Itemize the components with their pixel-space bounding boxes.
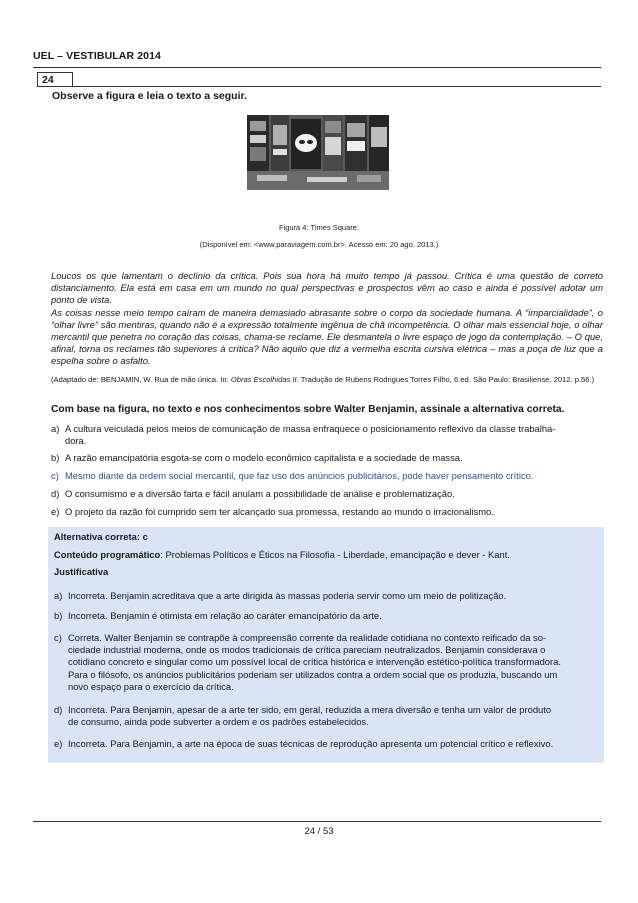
justification-d xyxy=(54,704,598,728)
option-a xyxy=(51,423,607,447)
correct-answer: Alternativa correta: c xyxy=(54,531,148,542)
question-prompt: Com base na figura, no texto e nos conhecimentos sobre Walter Benjamin, assinale a alternativa correta. xyxy=(51,404,565,415)
justification-text-cont: Para o filósofo, os anúncios publicitários poderiam ser utilizados contra a ordem social que os produzia, buscando um xyxy=(68,668,558,680)
justification-c xyxy=(54,632,598,693)
justification-a xyxy=(54,590,598,602)
quoted-paragraph: Loucos os que lamentam o declínio da crítica. Pois sua hora há muito tempo já passou. Crítica é uma questão de correto distanciamento. Ela está em casa em um mundo no qual perspectivas e prospectos vêm ao caso e ainda é possível adotar um ponto de vista. xyxy=(51,270,603,306)
option-key: a) xyxy=(51,423,60,434)
page-number: 24 / 53 xyxy=(304,826,334,837)
option-text: O consumismo e a diversão farta e fácil anulam a possibilidade de análise e problematização. xyxy=(65,488,455,499)
header-rule xyxy=(33,67,601,68)
justification-key: b) xyxy=(54,610,63,621)
justification-text-cont: novo espaço para o exercício da crítica. xyxy=(68,680,234,692)
quoted-paragraph: As coisas nesse meio tempo caíram de maneira demasiado abrasante sobre o corpo da sociedade humana. A “imparcialidade”, o “olhar livre” são mentiras, quando não é a expressão totalmente ingênua de chã incompetência. O olhar mais essencial hoje, o olhar mercantil que penetra no coração das coisas, chama-se reclame. Ele desmantela o livre espaço de jogo da contemplação. – O que, afinal, torna os reclames tão superiores à crítica? Não aquilo que diz a vermelha escrita cursiva elétrica – mas a poça de luz que a espelha sobre o asfalto. xyxy=(51,306,603,367)
figure-caption: Figura 4: Times Square. xyxy=(278,223,360,232)
option-key: c) xyxy=(51,470,59,481)
option-e xyxy=(51,506,607,518)
justification-text: Incorreta. Benjamin acreditava que a arte dirigida às massas poderia servir como um meio de politização. xyxy=(68,590,507,601)
option-c xyxy=(51,470,607,482)
justification-e xyxy=(54,738,598,750)
question-rule xyxy=(73,86,601,87)
justification-text-cont: de consumo, ainda pode subverter a ordem e os padrões estabelecidos. xyxy=(68,716,369,728)
justification-key: a) xyxy=(54,590,63,601)
justification-text: Incorreta. Benjamin é otimista em relação ao caráter emancipatório da arte. xyxy=(68,610,382,621)
source-suffix: Tradução de Rubens Rodrigues Torres Filho, 6.ed. São Paulo: Brasiliense, 2012. p.56.) xyxy=(300,375,595,384)
source-prefix: (Adaptado de: BENJAMIN, W. Rua de mão única. In: xyxy=(51,375,229,384)
answer-box xyxy=(48,527,604,763)
quoted-text xyxy=(51,270,603,368)
footer-rule xyxy=(33,821,601,822)
option-key: d) xyxy=(51,488,60,499)
option-text: O projeto da razão foi cumprido sem ter alcançado sua promessa, restando ao mundo o irracionalismo. xyxy=(65,506,494,517)
justification-key: d) xyxy=(54,704,63,715)
times-square-photo xyxy=(247,115,389,190)
text-source xyxy=(51,374,603,386)
justification-text: Correta. Walter Benjamin se contrapõe à compreensão corrente da realidade cotidiana no contexto reificado da so- xyxy=(68,632,547,643)
program-content-label: Conteúdo programático xyxy=(54,549,161,560)
option-d xyxy=(51,488,607,500)
justification-key: c) xyxy=(54,632,62,643)
justification-heading: Justificativa xyxy=(54,566,109,577)
justification-text-cont: cotidiano concreto e singular como um possível local de crítica histórica e intervenção estético-política transformadora. xyxy=(68,656,561,668)
justification-text: Incorreta. Para Benjamin, apesar de a arte ter sido, em geral, reduzida a mera diversão e tenha um valor de produto xyxy=(68,704,552,715)
justification-text-cont: ciedade industrial moderna, onde os modos tradicionais de crítica pareciam neutralizados. Benjamin considerava o xyxy=(68,644,546,656)
option-key: b) xyxy=(51,452,60,463)
program-content xyxy=(54,549,598,561)
option-text-cont: dora. xyxy=(65,435,87,446)
justification-b xyxy=(54,610,598,622)
question-number: 24 xyxy=(37,72,73,87)
source-title: Obras Escolhidas II. xyxy=(230,375,299,384)
question-intro: Observe a figura e leia o texto a seguir. xyxy=(52,90,247,102)
option-text: Mesmo diante da ordem social mercantil, que faz uso dos anúncios publicitários, pode haver pensamento crítico. xyxy=(65,470,534,481)
option-b xyxy=(51,452,607,464)
option-text: A cultura veiculada pelos meios de comunicação de massa enfraquece o posicionamento reflexivo da classe trabalha- xyxy=(65,423,556,434)
option-key: e) xyxy=(51,506,60,517)
justification-key: e) xyxy=(54,738,63,749)
justification-text: Incorreta. Para Benjamin, a arte na época de suas técnicas de reprodução apresenta um potencial crítico e reflexivo. xyxy=(68,738,554,749)
document-header: UEL – VESTIBULAR 2014 xyxy=(33,50,161,62)
option-text: A razão emancipatória esgota-se com o modelo econômico capitalista e a sociedade de massa. xyxy=(65,452,463,463)
program-content-value: : Problemas Políticos e Éticos na Filosofia - Liberdade, emancipação e dever - Kant. xyxy=(160,549,510,560)
figure-source: (Disponível em: <www.paraviagem.com.br>. Acesso em: 20 ago. 2013.) xyxy=(199,240,439,249)
